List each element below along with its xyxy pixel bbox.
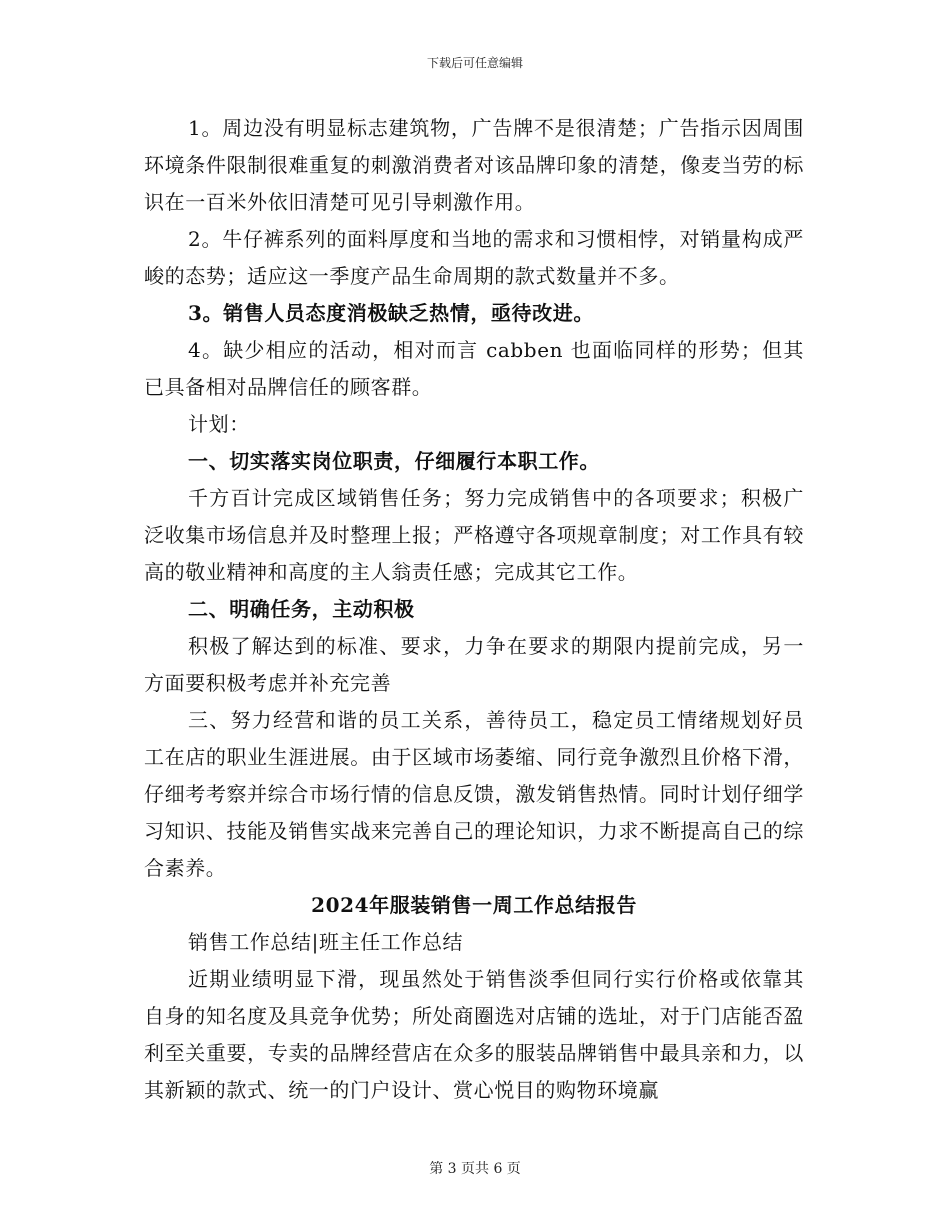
plan-label: 计划： [188, 412, 250, 436]
plan-heading-1: 一、切实落实岗位职责，仔细履行本职工作。 [188, 449, 600, 473]
document-body [144, 110, 804, 1109]
plan-paragraph-1: 千方百计完成区域销售任务；努力完成销售中的各项要求；积极广泛收集市场信息并及时整理上报；严格遵守各项规章制度；对工作具有较高的敬业精神和高度的主人翁责任感；完成其它工作。 [144, 486, 804, 584]
paragraph-item-4: 4。缺少相应的活动，相对而言 cabben 也面临同样的形势；但其已具备相对品牌信任的顾客群。 [144, 338, 804, 399]
section-title: 2024年服装销售一周工作总结报告 [311, 893, 637, 917]
paragraph-item-3: 3。销售人员态度消极缺乏热情，亟待改进。 [188, 301, 594, 325]
paragraph-item-2: 2。牛仔裤系列的面料厚度和当地的需求和习惯相悖，对销量构成严峻的态势；适应这一季度产品生命周期的款式数量并不多。 [144, 227, 804, 288]
plan-paragraph-2: 积极了解达到的标准、要求，力争在要求的期限内提前完成，另一方面要积极考虑并补充完善 [144, 634, 804, 695]
section-subtitle: 销售工作总结|班主任工作总结 [188, 930, 464, 954]
section-paragraph: 近期业绩明显下滑，现虽然处于销售淡季但同行实行价格或依靠其自身的知名度及具竞争优势；所处商圈选对店铺的选址，对于门店能否盈利至关重要，专卖的品牌经营店在众多的服装品牌销售中最具亲和力，以其新颖的款式、统一的门户设计、赏心悦目的购物环境赢 [144, 967, 804, 1102]
page-header: 下载后可任意编辑 [426, 56, 523, 70]
page-footer: 第 3 页共 6 页 [429, 1161, 521, 1177]
paragraph-item-1: 1。周边没有明显标志建筑物，广告牌不是很清楚；广告指示因周围环境条件限制很难重复的刺激消费者对该品牌印象的清楚，像麦当劳的标识在一百米外依旧清楚可见引导刺激作用。 [144, 116, 804, 214]
plan-paragraph-3: 三、努力经营和谐的员工关系，善待员工，稳定员工情绪规划好员工在店的职业生涯进展。由于区域市场萎缩、同行竞争激烈且价格下滑，仔细考考察并综合市场行情的信息反馈，激发销售热情。同时计划仔细学习知识、技能及销售实战来完善自己的理论知识，力求不断提高自己的综合素养。 [144, 708, 804, 880]
plan-heading-2: 二、明确任务，主动积极 [188, 597, 415, 621]
